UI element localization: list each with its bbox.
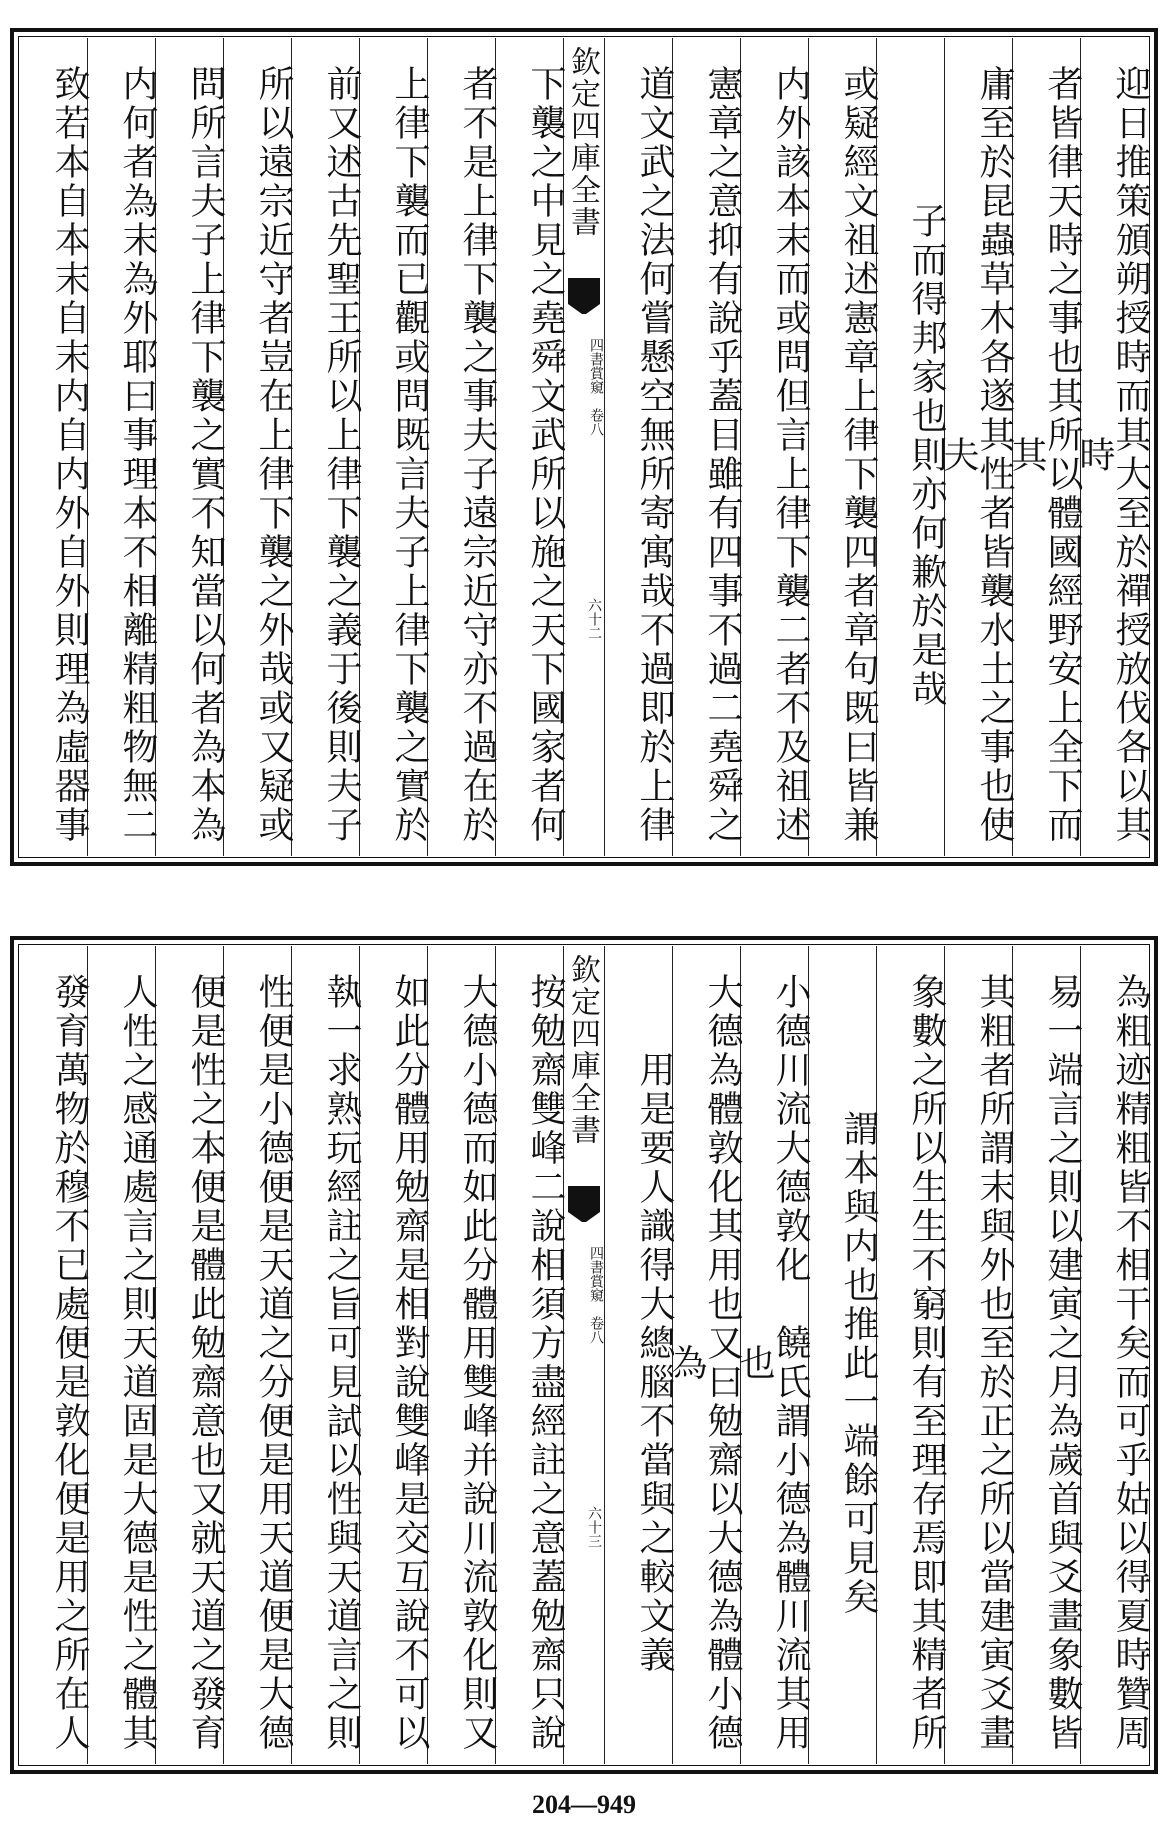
text-column: 子而得邦家也則亦何歉於是哉	[876, 38, 944, 856]
text-column: 大德小德而如此分體用雙峰并說川流敦化則又	[427, 946, 495, 1764]
center-banner	[563, 946, 604, 1764]
text-column: 上律下襲而已觀或問既言夫子上律下襲之實於	[359, 38, 427, 856]
fish-tail-mark	[568, 1186, 600, 1212]
text-column: 按勉齋雙峰二說相須方盡經註之意蓋勉齋只說	[495, 946, 563, 1764]
text-column: 内何者為末為外耶曰事理本不相離精粗物無二	[87, 38, 155, 856]
text-column: 如此分體用勉齋是相對說雙峰是交互說不可以	[359, 946, 427, 1764]
text-column: 下襲之中見之堯舜文武所以施之天下國家者何	[495, 38, 563, 856]
text-column: 者皆律天時之事也其所以體國經野安上全下而其	[1012, 38, 1080, 856]
banner-book: 四書賞窺	[588, 1246, 604, 1302]
text-column: 大德為體敦化其用也又曰勉齋以大德為體小德為	[672, 946, 740, 1764]
page-footer-number: 204—949	[532, 1790, 636, 1819]
text-column: 執一求熟玩經註之旨可見試以性與天道言之則	[291, 946, 359, 1764]
top-columns	[20, 38, 1151, 856]
banner-page-number: 六十二	[586, 598, 602, 640]
fish-tail-mark	[568, 278, 600, 304]
text-column: 其粗者所謂末與外也至於正之所以當建寅爻畫	[944, 946, 1012, 1764]
text-column: 迎日推策頒朔授時而其大至於禪授放伐各以其時	[1080, 38, 1148, 856]
text-column: 庸至於昆蟲草木各遂其性者皆襲水土之事也使夫	[944, 38, 1012, 856]
top-page	[10, 28, 1158, 866]
text-column: 易一端言之則以建寅之月為歲首與爻畫象數皆	[1012, 946, 1080, 1764]
text-column: 問所言夫子上律下襲之實不知當以何者為本為	[155, 38, 223, 856]
text-column: 致若本自本末自末内自内外自外則理為虛器事	[49, 65, 90, 845]
banner-title: 欽定四庫全書	[565, 46, 600, 238]
center-banner	[563, 38, 604, 856]
banner-title: 欽定四庫全書	[565, 954, 600, 1146]
text-column: 或疑經文祖述憲章上律下襲四者章句既曰皆兼	[808, 38, 876, 856]
bottom-columns	[20, 946, 1151, 1764]
text-column: 道文武之法何嘗懸空無所寄寓哉不過即於上律	[604, 38, 672, 856]
banner-juan: 卷八	[588, 1316, 604, 1344]
text-column: 小德川流大德敦化 饒氏謂小德為體川流其用也	[740, 946, 808, 1764]
text-column: 憲章之意抑有說乎蓋目雖有四事不過二堯舜之	[672, 38, 740, 856]
text-column: 内外該本末而或問但言上律下襲二者不及祖述	[740, 38, 808, 856]
text-column: 便是性之本便是體此勉齋意也又就天道之發育	[155, 946, 223, 1764]
text-column: 人性之感通處言之則天道固是大德是性之體其	[87, 946, 155, 1764]
text-column: 用是要人識得大總腦不當與之較文義	[604, 946, 672, 1764]
text-column: 所以遠宗近守者豈在上律下襲之外哉或又疑或	[223, 38, 291, 856]
text-column: 前又述古先聖王所以上律下襲之義于後則夫子	[291, 38, 359, 856]
banner-page-number: 六十三	[586, 1506, 602, 1548]
text-column: 象數之所以生生不窮則有至理存焉即其精者所	[876, 946, 944, 1764]
text-column: 謂本與内也推此一端餘可見矣	[808, 946, 876, 1764]
banner-juan: 卷八	[588, 408, 604, 436]
text-column: 發育萬物於穆不已處便是敦化便是用之所在人	[49, 973, 90, 1753]
text-column: 性便是小德便是天道之分便是用天道便是大德	[223, 946, 291, 1764]
banner-book: 四書賞窺	[588, 338, 604, 394]
text-column: 為粗迹精粗皆不相干矣而可乎姑以得夏時贊周	[1080, 946, 1148, 1764]
bottom-page	[10, 936, 1158, 1774]
text-column: 者不是上律下襲之事夫子遠宗近守亦不過在於	[427, 38, 495, 856]
